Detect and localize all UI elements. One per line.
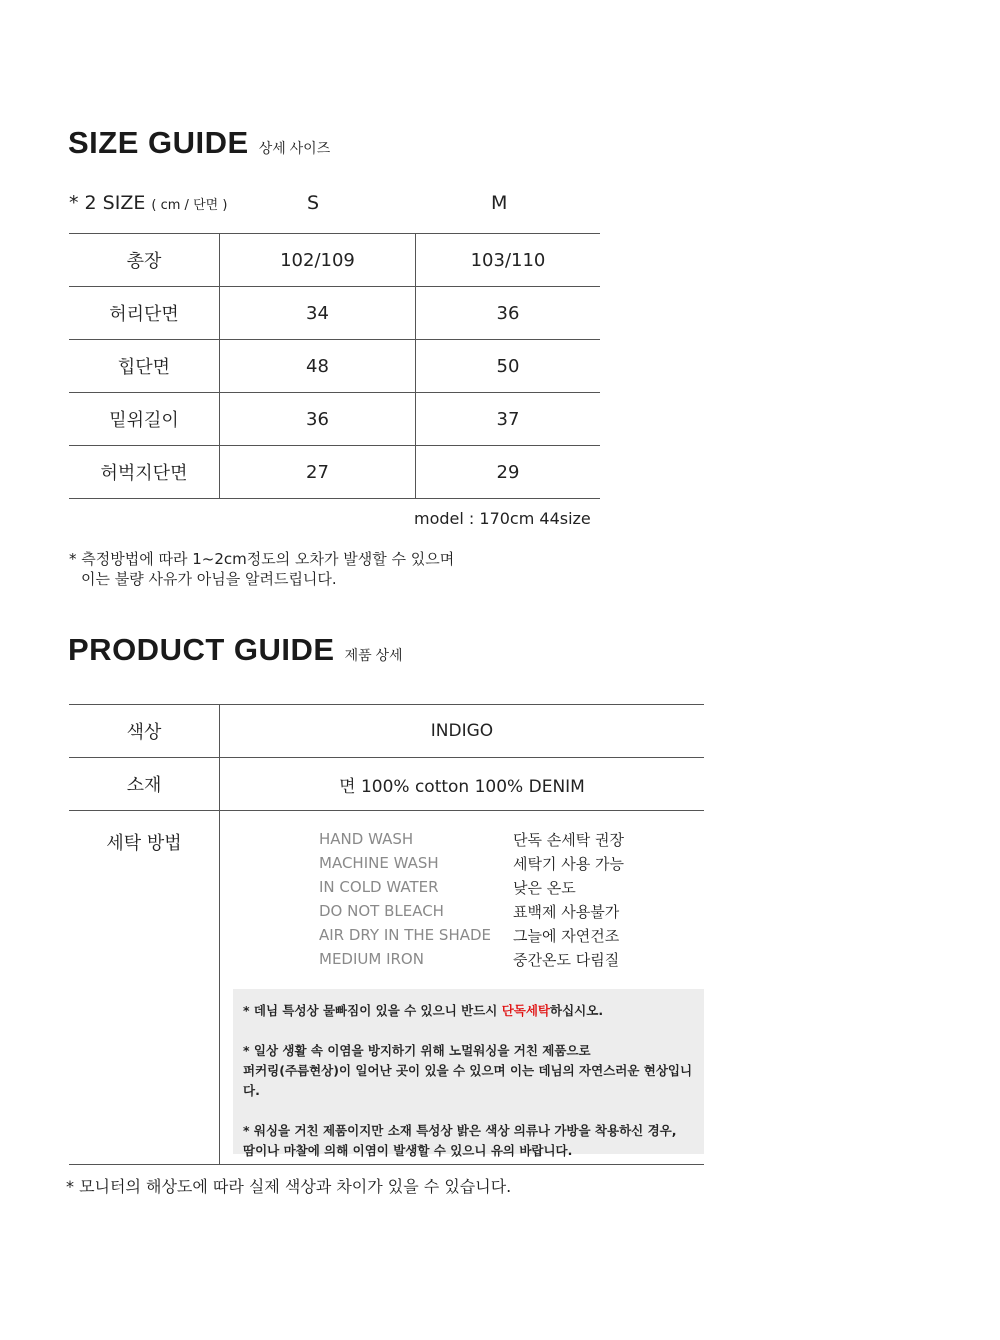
cell-s: 27 — [220, 446, 416, 499]
list-item — [319, 875, 624, 899]
caution-text: 하십시오. — [550, 1003, 604, 1018]
wash-item-ko: 그늘에 자연건조 — [513, 926, 620, 945]
measurement-note-line2: 이는 불량 사유가 아님을 알려드립니다. — [81, 570, 337, 588]
caution-highlight: 단독세탁 — [501, 1003, 551, 1018]
wash-item-en: DO NOT BLEACH — [319, 902, 444, 920]
cell-s: 34 — [220, 287, 416, 340]
caution-text: * 일상 생활 속 이염을 방지하기 위해 노멀워싱을 거친 제품으로 — [243, 1043, 591, 1058]
table-row — [69, 446, 600, 499]
size-column-s: S — [307, 192, 320, 214]
caution-paragraph-2 — [243, 1041, 694, 1101]
product-table — [69, 704, 704, 1165]
size-unit-label: ( cm / 단면 ) — [151, 198, 228, 213]
list-item — [319, 851, 624, 875]
wash-item-ko: 낮은 온도 — [513, 878, 576, 897]
wash-item-en: MEDIUM IRON — [319, 950, 424, 968]
caution-text: * 워싱을 거친 제품이지만 소재 특성상 밝은 색상 의류나 가방을 착용하신 경우, — [243, 1123, 677, 1138]
wash-item-en: HAND WASH — [319, 830, 414, 848]
caution-text: * 데님 특성상 물빠짐이 있을 수 있으니 반드시 — [243, 1003, 502, 1018]
table-row — [69, 234, 600, 287]
measurement-note-line1: * 측정방법에 따라 1~2cm정도의 오차가 발생할 수 있으며 — [69, 550, 455, 568]
wash-item-en: AIR DRY IN THE SHADE — [319, 926, 492, 944]
size-guide-title-text: SIZE GUIDE — [68, 125, 249, 160]
product-guide-subtitle: 제품 상세 — [344, 647, 403, 663]
wash-cell — [220, 811, 705, 1165]
color-label: 색상 — [69, 705, 220, 758]
wash-item-ko: 단독 손세탁 권장 — [513, 830, 624, 849]
size-table — [69, 233, 600, 499]
wash-item-ko: 표백제 사용불가 — [513, 902, 620, 921]
cell-m: 36 — [416, 287, 601, 340]
color-value: INDIGO — [220, 705, 705, 758]
cell-m: 50 — [416, 340, 601, 393]
caution-paragraph-3 — [243, 1121, 694, 1161]
wash-item-en: IN COLD WATER — [319, 878, 439, 896]
list-item — [319, 923, 624, 947]
cell-m: 103/110 — [416, 234, 601, 287]
wash-item-ko: 세탁기 사용 가능 — [513, 854, 624, 873]
size-guide-title — [68, 125, 330, 161]
cell-s: 36 — [220, 393, 416, 446]
cell-m: 29 — [416, 446, 601, 499]
row-label: 허리단면 — [69, 287, 220, 340]
list-item — [319, 899, 624, 923]
product-guide-title-text: PRODUCT GUIDE — [68, 632, 335, 667]
list-item — [319, 827, 624, 851]
product-guide-title — [68, 632, 403, 668]
row-label: 총장 — [69, 234, 220, 287]
table-row — [69, 811, 704, 1165]
wash-item-en: MACHINE WASH — [319, 854, 439, 872]
wash-label: 세탁 방법 — [106, 833, 182, 854]
row-label: 힙단면 — [69, 340, 220, 393]
size-table-header-label — [69, 192, 227, 214]
caution-paragraph-1 — [243, 1001, 694, 1021]
table-row — [69, 340, 600, 393]
caution-box — [233, 989, 704, 1158]
table-row — [69, 287, 600, 340]
size-column-m: M — [491, 192, 508, 214]
wash-list — [319, 827, 624, 971]
row-label: 밑위길이 — [69, 393, 220, 446]
table-row — [69, 758, 704, 811]
material-value: 면 100% cotton 100% DENIM — [220, 758, 705, 811]
caution-text: 땀이나 마찰에 의해 이염이 발생할 수 있으니 유의 바랍니다. — [243, 1143, 573, 1158]
monitor-color-note: * 모니터의 해상도에 따라 실제 색상과 차이가 있을 수 있습니다. — [66, 1177, 512, 1196]
wash-label-cell — [69, 811, 220, 1165]
cell-s: 48 — [220, 340, 416, 393]
table-row — [69, 705, 704, 758]
model-note: model : 170cm 44size — [414, 509, 591, 528]
caution-text: 퍼커링(주름현상)이 일어난 곳이 있을 수 있으며 이는 데님의 자연스러운 현상입니다. — [243, 1063, 693, 1098]
wash-item-ko: 중간온도 다림질 — [513, 950, 620, 969]
material-label: 소재 — [69, 758, 220, 811]
list-item — [319, 947, 624, 971]
measurement-note — [69, 549, 454, 589]
row-label: 허벅지단면 — [69, 446, 220, 499]
size-count-label: * 2 SIZE — [69, 192, 146, 214]
table-row — [69, 393, 600, 446]
cell-s: 102/109 — [220, 234, 416, 287]
size-guide-subtitle: 상세 사이즈 — [258, 140, 331, 156]
cell-m: 37 — [416, 393, 601, 446]
